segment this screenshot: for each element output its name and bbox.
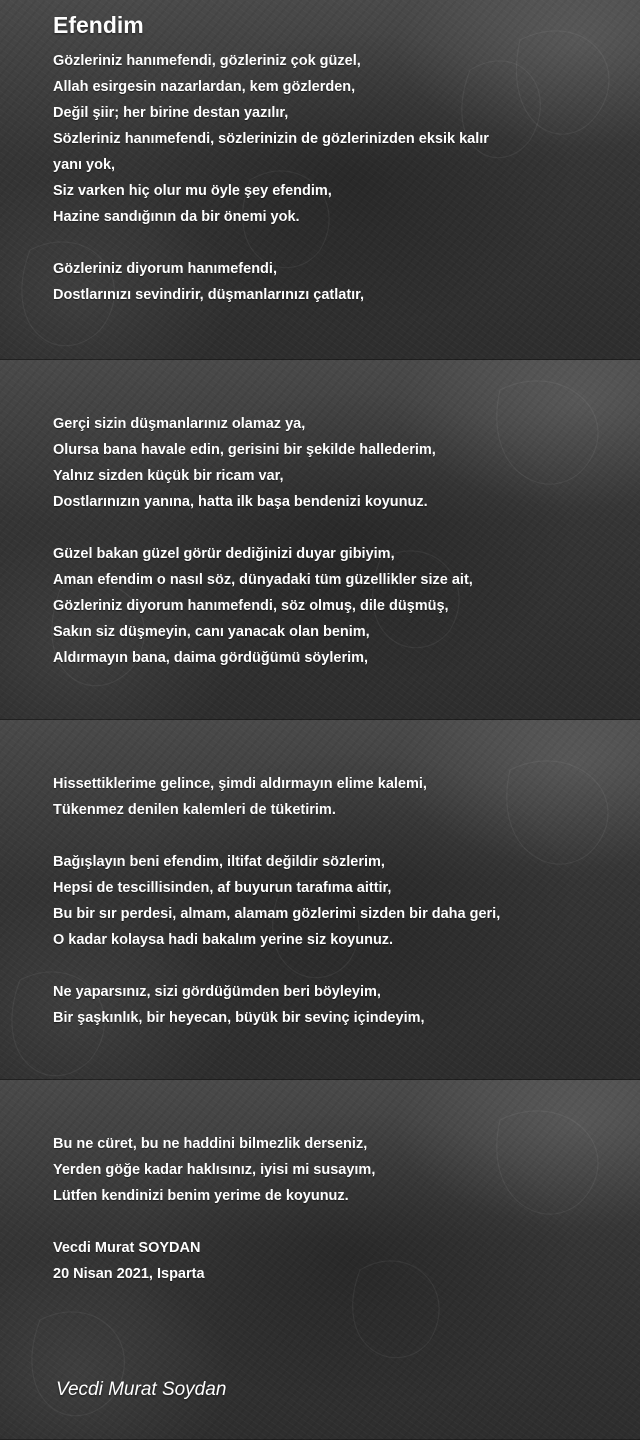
stanza-gap [53, 230, 613, 256]
poem-panel-1 [0, 0, 640, 360]
poem-text-block-3 [53, 771, 613, 1031]
poem-line: Tükenmez denilen kalemleri de tüketirim. [53, 802, 336, 818]
poem-line: Hissettiklerime gelince, şimdi aldırmayın elime kalemi, [53, 776, 427, 792]
poem-line: Lütfen kendinizi benim yerime de koyunuz. [53, 1188, 349, 1204]
poem-panel-3 [0, 720, 640, 1080]
poem-line: Ne yaparsınız, sizi gördüğümden beri böyleyim, [53, 984, 381, 1000]
poem-line: Sözleriniz hanımefendi, sözlerinizin de gözlerinizden eksik kalır [53, 131, 489, 147]
author-signature: Vecdi Murat Soydan [56, 1379, 227, 1400]
poem-date-place: 20 Nisan 2021, Isparta [53, 1266, 205, 1282]
stanza-gap [53, 1209, 613, 1235]
poem-line: O kadar kolaysa hadi bakalım yerine siz koyunuz. [53, 932, 394, 948]
poem-line: Aldırmayın bana, daima gördüğümü söylerim, [53, 650, 369, 666]
poem-line: Bir şaşkınlık, bir heyecan, büyük bir sevinç içindeyim, [53, 1010, 425, 1026]
poem-line: yanı yok, [53, 157, 116, 173]
poem-line: Gerçi sizin düşmanlarınız olamaz ya, [53, 416, 306, 432]
poem-text-block-2 [53, 411, 613, 671]
stanza-gap [53, 953, 613, 979]
poem-panel-2 [0, 360, 640, 720]
poem-panel-4 [0, 1080, 640, 1440]
poem-line: Sakın siz düşmeyin, canı yanacak olan benim, [53, 624, 370, 640]
poem-line: Gözleriniz hanımefendi, gözleriniz çok güzel, [53, 53, 361, 69]
poem-line: Aman efendim o nasıl söz, dünyadaki tüm güzellikler size ait, [53, 572, 473, 588]
poem-line: Bu bir sır perdesi, almam, alamam gözlerimi sizden bir daha geri, [53, 906, 501, 922]
author-name: Vecdi Murat SOYDAN [53, 1240, 201, 1256]
poem-line: Olursa bana havale edin, gerisini bir şekilde hallederim, [53, 442, 436, 458]
poem-line: Bu ne cüret, bu ne haddini bilmezlik derseniz, [53, 1136, 368, 1152]
poem-line: Güzel bakan güzel görür dediğinizi duyar gibiyim, [53, 546, 395, 562]
poem-text-block-4 [53, 1131, 613, 1287]
poem-line: Gözleriniz diyorum hanımefendi, [53, 261, 277, 277]
poem-line: Bağışlayın beni efendim, iltifat değildir sözlerim, [53, 854, 385, 870]
poem-text-block-1 [53, 48, 613, 308]
poem-line: Yerden göğe kadar haklısınız, iyisi mi susayım, [53, 1162, 376, 1178]
poem-line: Hazine sandığının da bir önemi yok. [53, 209, 300, 225]
stanza-gap [53, 823, 613, 849]
poem-line: Değil şiir; her birine destan yazılır, [53, 105, 289, 121]
poem-line: Dostlarınızın yanına, hatta ilk başa bendenizi koyunuz. [53, 494, 428, 510]
stanza-gap [53, 515, 613, 541]
poem-line: Gözleriniz diyorum hanımefendi, söz olmuş, dile düşmüş, [53, 598, 449, 614]
poem-line: Hepsi de tescillisinden, af buyurun tarafıma aittir, [53, 880, 392, 896]
poem-line: Allah esirgesin nazarlardan, kem gözlerden, [53, 79, 356, 95]
poem-line: Siz varken hiç olur mu öyle şey efendim, [53, 183, 332, 199]
poem-line: Dostlarınızı sevindirir, düşmanlarınızı çatlatır, [53, 287, 365, 303]
poem-title: Efendim [53, 12, 144, 38]
poem-line: Yalnız sizden küçük bir ricam var, [53, 468, 284, 484]
